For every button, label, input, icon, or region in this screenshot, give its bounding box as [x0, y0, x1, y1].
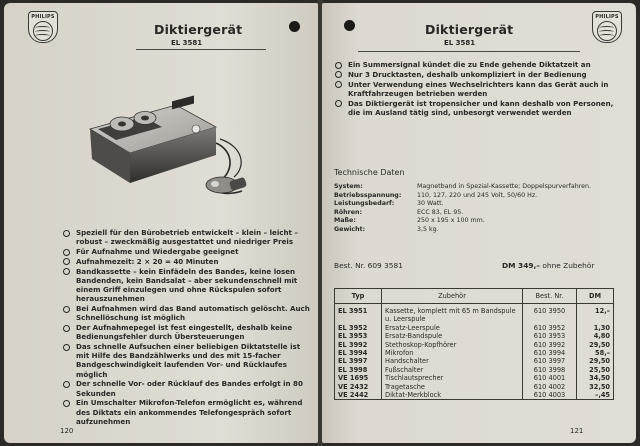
column-header: Best. Nr.	[523, 289, 577, 304]
philips-logo-icon	[28, 11, 58, 43]
tech-data-heading: Technische Daten	[334, 168, 405, 177]
table-cell: 1,30	[577, 324, 614, 332]
table-cell: 25,50	[577, 366, 614, 374]
column-header: DM	[577, 289, 614, 304]
list-item: Das schnelle Aufsuchen einer beliebigen Diktatstelle ist mit Hilfe des Bandzählwerks und des mit 15-facher Bandgeschwindigkeit laufenden Vor- und Rücklaufes möglich	[62, 342, 312, 379]
right-page	[322, 3, 636, 443]
logo-brand-text: PHILIPS	[595, 14, 619, 20]
table-cell: Handschalter	[382, 357, 523, 365]
punch-hole-icon	[289, 21, 300, 32]
spec-row	[334, 192, 624, 201]
list-item: Aufnahmezeit: 2 × 20 = 40 Minuten	[62, 257, 312, 266]
spec-row	[334, 183, 624, 192]
list-item: Für Aufnahme und Wiedergabe geeignet	[62, 247, 312, 256]
logo-brand-text: PHILIPS	[31, 14, 55, 20]
spec-label: System:	[334, 183, 363, 190]
order-number: Best. Nr. 609 3581	[334, 261, 403, 270]
table-cell: 29,50	[577, 341, 614, 349]
table-cell: VE 2432	[335, 383, 382, 391]
table-cell: 610 4001	[523, 374, 577, 382]
page-title: Diktiergerät	[425, 22, 514, 37]
table-cell: Tragetasche	[382, 383, 523, 391]
list-item: Ein Summersignal kündet die zu Ende gehende Diktatzeit an	[334, 60, 628, 69]
list-item: Der Aufnahmepegel ist fest eingestellt, deshalb keine Bedienungsfehler durch Übersteuerungen	[62, 323, 312, 341]
spec-label: Betriebsspannung:	[334, 191, 402, 199]
table-cell: Kassette, komplett mit 65 m Bandspule u. Leerspule	[382, 304, 523, 324]
table-cell: Ersatz-Bandspule	[382, 332, 523, 340]
table-cell: 32,50	[577, 383, 614, 391]
table-cell: EL 3997	[335, 357, 382, 365]
table-cell: 29,50	[577, 357, 614, 365]
column-header: Typ	[335, 289, 382, 304]
table-cell: 34,50	[577, 374, 614, 382]
table-cell: EL 3952	[335, 324, 382, 332]
table-row	[335, 391, 614, 400]
spec-value: 3,5 kg.	[417, 225, 439, 233]
feature-list-right	[334, 60, 628, 118]
spec-list	[334, 183, 624, 235]
spec-label: Gewicht:	[334, 225, 366, 233]
left-page	[4, 3, 318, 443]
table-row	[335, 304, 614, 324]
price-line	[502, 261, 594, 270]
table-header-row	[335, 289, 614, 304]
table-cell: –,45	[577, 391, 614, 400]
column-header: Zubehör	[382, 289, 523, 304]
spec-value: 250 x 195 x 100 mm.	[417, 217, 485, 225]
spec-row	[334, 226, 624, 235]
feature-list-left	[62, 228, 312, 427]
model-number: EL 3581	[171, 39, 203, 47]
table-cell: 610 3953	[523, 332, 577, 340]
table-cell: 610 4003	[523, 391, 577, 400]
header-rule	[136, 49, 266, 50]
list-item: Der schnelle Vor- oder Rücklauf des Bandes erfolgt in 80 Sekunden	[62, 379, 312, 397]
table-cell: Tischlautsprecher	[382, 374, 523, 382]
dictation-device-illustration	[84, 91, 254, 201]
spec-value: 110, 127, 220 und 245 Volt, 50/60 Hz.	[417, 191, 538, 199]
table-row	[335, 349, 614, 357]
table-cell: 4,80	[577, 332, 614, 340]
table-cell: 610 3997	[523, 357, 577, 365]
page-title: Diktiergerät	[154, 22, 243, 37]
table-cell: Ersatz-Leerspule	[382, 324, 523, 332]
spec-row	[334, 217, 624, 226]
punch-hole-icon	[344, 20, 355, 31]
spec-value: 30 Watt.	[417, 200, 444, 208]
table-row	[335, 341, 614, 349]
list-item: Das Diktiergerät ist tropensicher und kann deshalb von Personen, die im Ausland tätig sind, unbesorgt verwendet werden	[334, 99, 628, 117]
table-row	[335, 383, 614, 391]
philips-logo-icon	[592, 11, 622, 43]
list-item: Ein Umschalter Mikrofon-Telefon ermöglicht es, während des Diktats ein ankommendes Telefongespräch sofort aufzunehmen	[62, 398, 312, 426]
table-cell: Diktat-Merkblock	[382, 391, 523, 400]
page-number: 121	[570, 427, 584, 435]
table-cell: 610 4002	[523, 383, 577, 391]
table-cell: Mikrofon	[382, 349, 523, 357]
table-cell: 610 3994	[523, 349, 577, 357]
table-row	[335, 374, 614, 382]
table-cell: 610 3950	[523, 304, 577, 324]
table-cell: 610 3998	[523, 366, 577, 374]
table-row	[335, 324, 614, 332]
table-cell: VE 1695	[335, 374, 382, 382]
table-cell: EL 3951	[335, 304, 382, 324]
table-cell: EL 3953	[335, 332, 382, 340]
list-item: Nur 3 Drucktasten, deshalb unkompliziert in der Bedienung	[334, 70, 628, 79]
header-rule	[358, 51, 580, 52]
spec-row	[334, 209, 624, 218]
spec-value: ECC 83, EL 95.	[417, 208, 464, 216]
spec-label: Maße:	[334, 217, 356, 225]
table-cell: EL 3994	[335, 349, 382, 357]
table-row	[335, 332, 614, 340]
model-number: EL 3581	[444, 39, 476, 47]
accessories-table	[334, 288, 614, 400]
table-cell: 610 3992	[523, 341, 577, 349]
table-cell: VE 2442	[335, 391, 382, 400]
table-cell: 58,–	[577, 349, 614, 357]
table-cell: Stethoskop-Kopfhörer	[382, 341, 523, 349]
list-item: Unter Verwendung eines Wechselrichters kann das Gerät auch in Kraftfahrzeugen betrieben werden	[334, 80, 628, 98]
page-number: 120	[60, 427, 74, 435]
list-item: Speziell für den Bürobetrieb entwickelt – klein – leicht – robust – zweckmäßig ausgestattet und niedriger Preis	[62, 228, 312, 246]
price: DM 349,–	[502, 261, 540, 270]
table-cell: EL 3992	[335, 341, 382, 349]
table-cell: Fußschalter	[382, 366, 523, 374]
table-row	[335, 357, 614, 365]
price-note: ohne Zubehör	[542, 261, 595, 270]
list-item: Bandkassette – kein Einfädeln des Bandes, keine losen Bandenden, kein Bandsalat – aber sekundenschnell mit einem Griff einzulegen und ohne Rückspulen sofort herauszunehmen	[62, 267, 312, 304]
table-cell: EL 3998	[335, 366, 382, 374]
spec-label: Röhren:	[334, 208, 363, 216]
list-item: Bei Aufnahmen wird das Band automatisch gelöscht. Auch Schnellöschung ist möglich	[62, 304, 312, 322]
table-cell: 12,–	[577, 304, 614, 324]
spec-row	[334, 200, 624, 209]
spec-label: Leistungsbedarf:	[334, 200, 395, 208]
table-cell: 610 3952	[523, 324, 577, 332]
spec-value: Magnetband in Spezial-Kassette; Doppelspurverfahren.	[417, 183, 592, 190]
table-row	[335, 366, 614, 374]
